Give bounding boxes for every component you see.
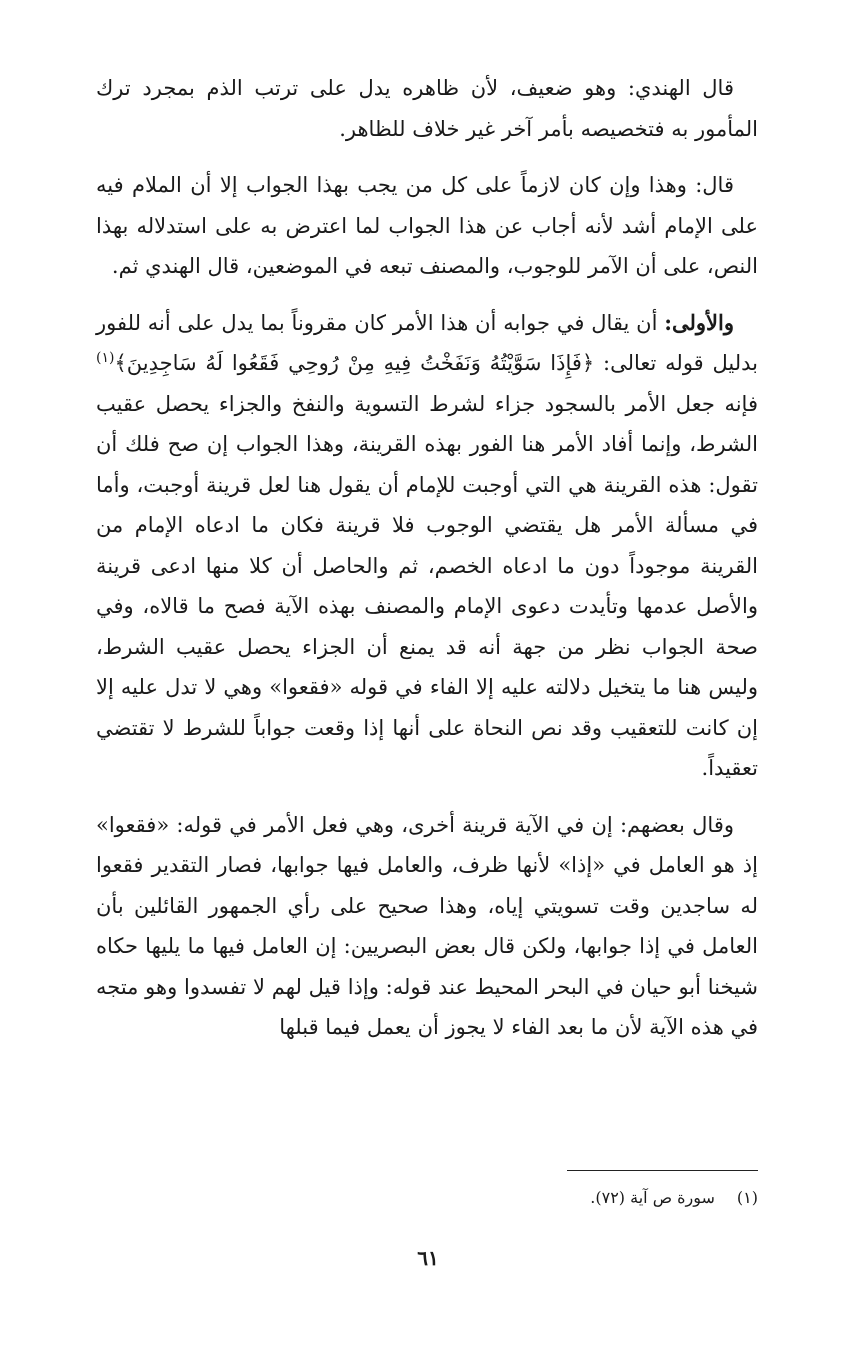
paragraph-1: قال الهندي: وهو ضعيف، لأن ظاهره يدل على ترتب الذم بمجرد ترك المأمور به فتخصيصه بأمر آخر غير خلاف للظاهر.	[96, 76, 758, 141]
paragraph-2: قال: وهذا وإن كان لازماً على كل من يجب بهذا الجواب إلا أن الملام فيه على الإمام أشد لأنه أجاب عن هذا الجواب لما اعترض به على استدلاله بهذا النص، على أن الآمر للوجوب، والمصنف تبعه في الموضعين، قال الهندي ثم.	[96, 173, 758, 278]
paragraph-3-text-a: أن يقال في جوابه أن هذا الأمر كان مقروناً بما يدل على أنه للفور بدليل قوله تعالى:	[96, 310, 759, 375]
paragraph-4: وقال بعضهم: إن في الآية قرينة أخرى، وهي فعل الأمر في قوله: «فقعوا» إذ هو العامل في «إذا» لأنها ظرف، والعامل فيها جوابها، فصار التقدير فقعوا له ساجدين وقت تسويتي إياه، وهذا صحيح على رأي الجمهور القائلين بأن العامل في إذا جوابها، ولكن قال بعض البصريين: إن العامل فيها ما يليها حكاه شيخنا أبو حيان في البحر المحيط عند قوله: وإذا قيل لهم لا تفسدوا وهو متجه في هذه الآية لأن ما بعد الفاء لا يجوز أن يعمل فيما قبلها	[96, 812, 758, 1039]
paragraph-3-lead: والأولى:	[664, 309, 734, 335]
quran-verse: ﴿فَإِذَا سَوَّيْتُهُ وَنَفَخْتُ فِيهِ مِنْ رُوحِي فَقَعُوا لَهُ سَاجِدِينَ﴾	[114, 351, 595, 375]
footnote-text: سورة ص آية (٧٢).	[590, 1188, 715, 1207]
footnote-divider	[567, 1170, 758, 1171]
page-body	[96, 68, 758, 1064]
paragraph-3-text-b: فإنه جعل الأمر بالسجود جزاء لشرط التسوية والنفخ والجزاء يحصل عقيب الشرط، وإنما أفاد الأمر هنا الفور بهذه القرينة، وهذا الجواب إن صح فلك أن تقول: هذه القرينة هي التي أوجبت للإمام أن يقول هنا لعل قرينة أوجبت، وأما في مسألة الأمر هل يقتضي الوجوب فلا قرينة فكان ما ادعاه الإمام من القرينة موجوداً دون ما ادعاه الخصم، ثم والحاصل أن كلا منها ادعى قرينة والأصل عدمها وتأيدت دعوى الإمام والمصنف بهذه الآية فصح ما قالاه، وفي صحة الجواب نظر من جهة أنه قد يمنع أن الجزاء يحصل عقيب الشرط، وليس هنا ما يتخيل دلالته عليه إلا الفاء في قوله «فقعوا» وهي لا تدل عليه إلا إن كانت للتعقيب وقد نص النحاة على أنها إذا وقعت جواباً للشرط لا تقتضي تعقيداً.	[96, 391, 758, 780]
paragraph-3	[96, 303, 758, 789]
footnote	[158, 1186, 758, 1210]
footnote-number: (١)	[736, 1188, 758, 1207]
page-number: ٦١	[417, 1246, 439, 1270]
footnote-reference: (١)	[96, 350, 115, 366]
